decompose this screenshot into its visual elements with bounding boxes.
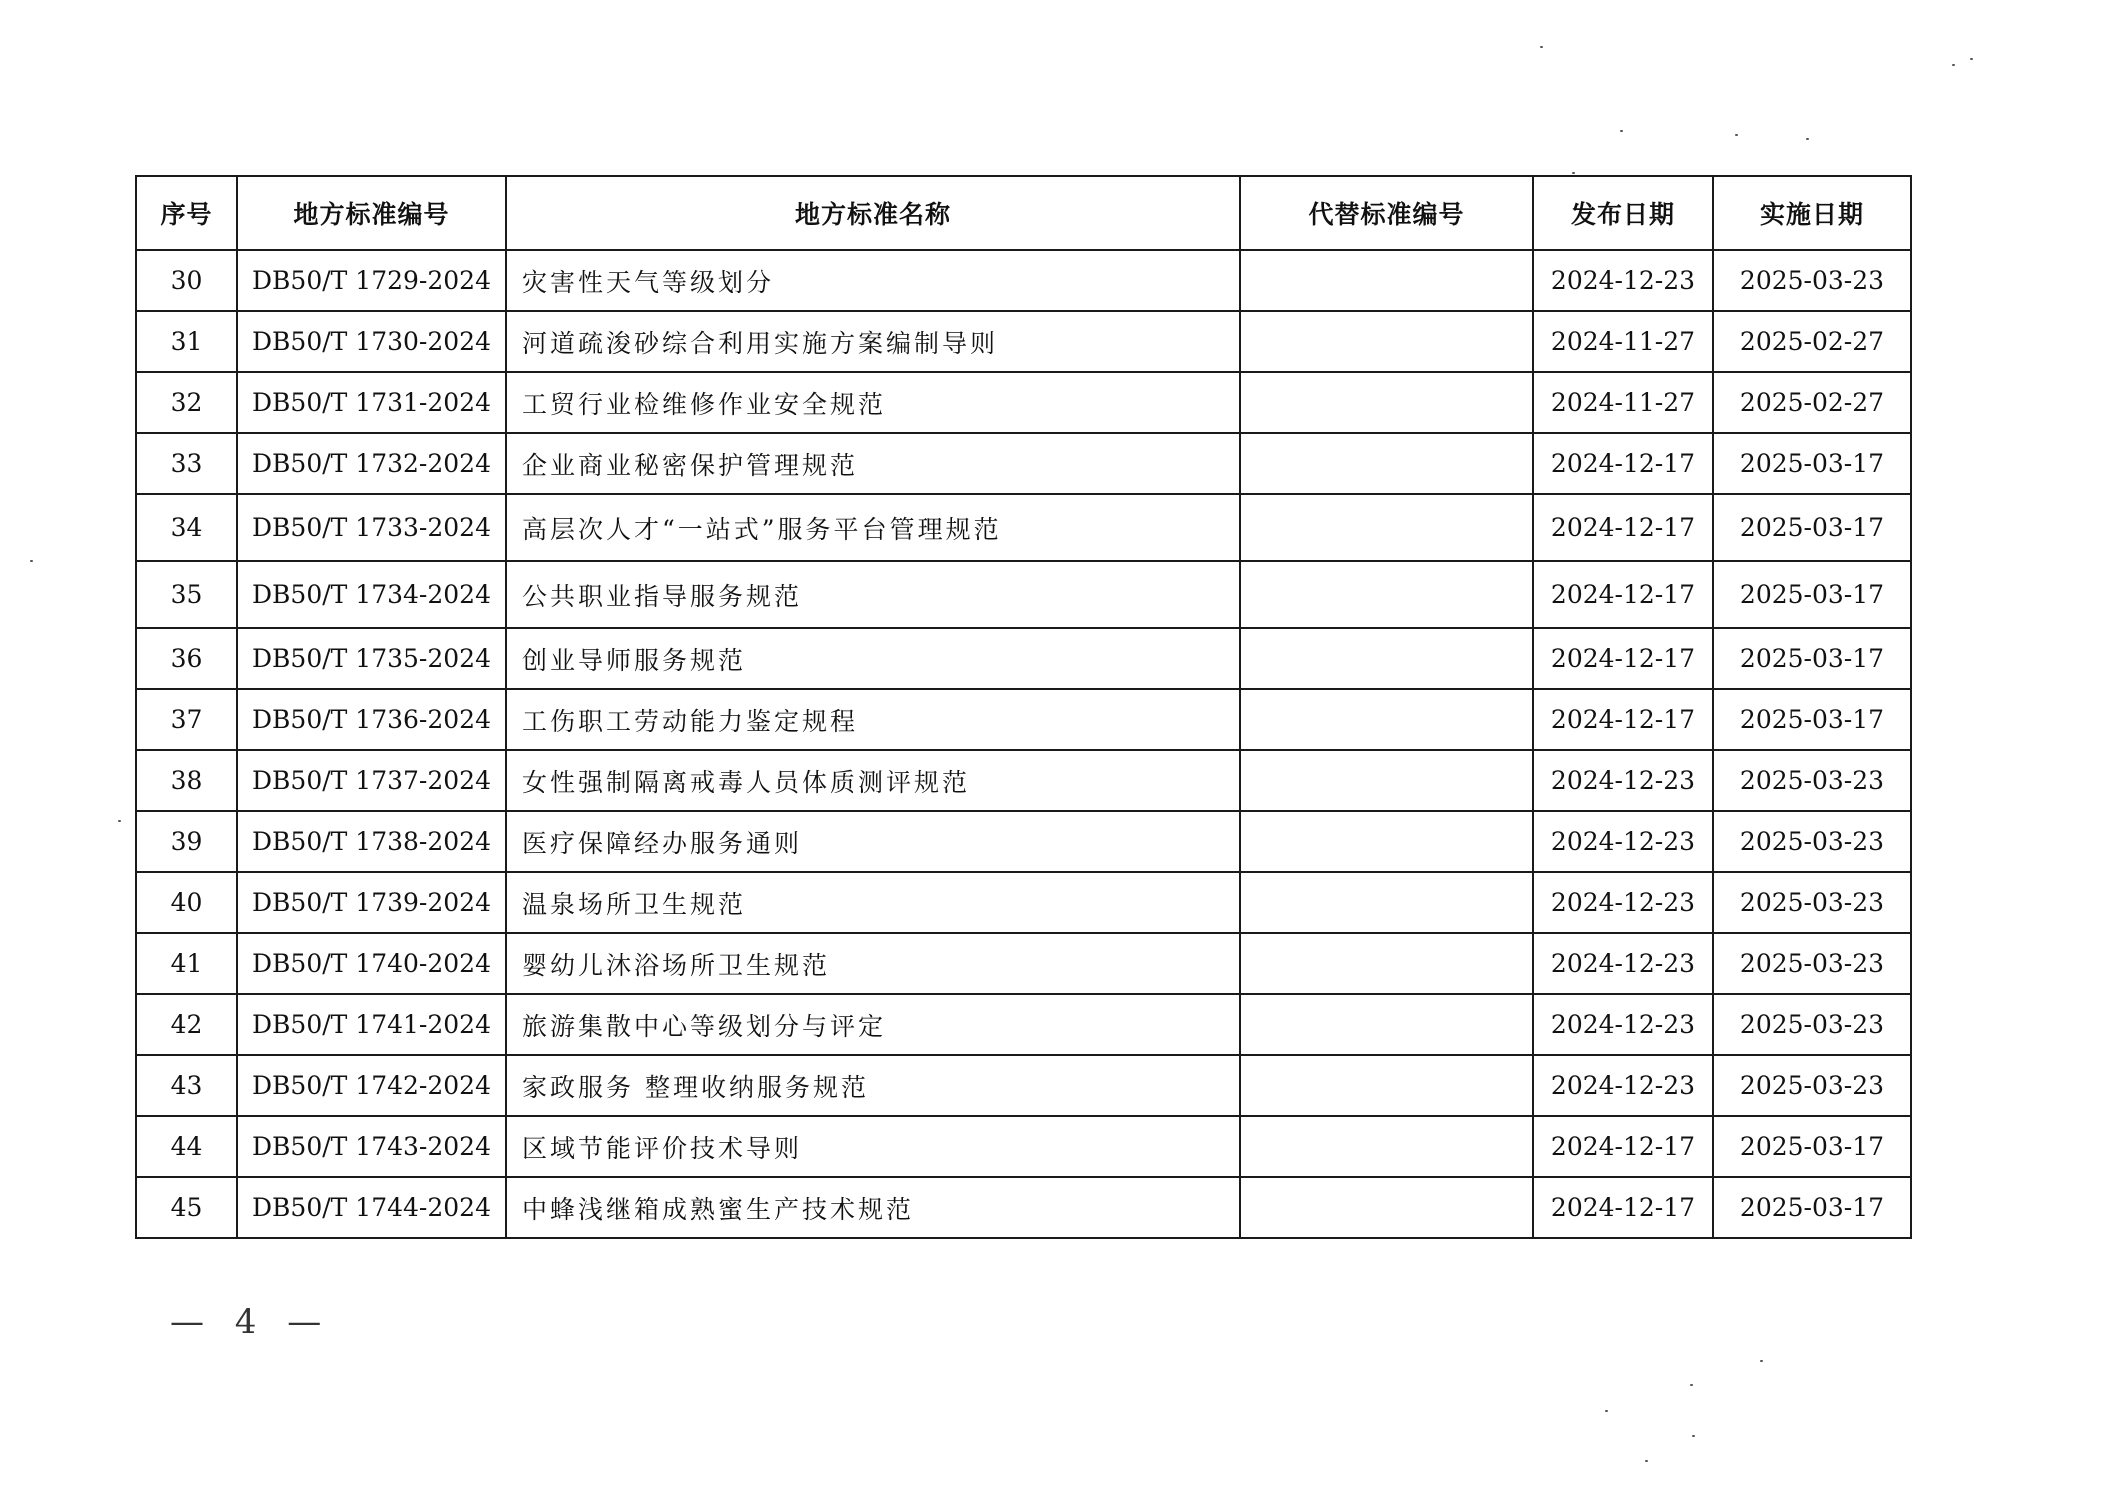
- table-row: [136, 433, 1911, 494]
- cell-standard-name: 河道疏浚砂综合利用实施方案编制导则: [506, 311, 1240, 372]
- cell-standard-name: 婴幼儿沐浴场所卫生规范: [506, 933, 1240, 994]
- scan-speck: [118, 820, 121, 822]
- cell-replaced-standard: [1240, 1177, 1533, 1238]
- scan-speck: [1970, 58, 1973, 60]
- table-row: [136, 494, 1911, 561]
- cell-effective-date: 2025-03-23: [1713, 872, 1911, 933]
- cell-standard-code: DB50/T 1732-2024: [237, 433, 506, 494]
- cell-standard-code: DB50/T 1742-2024: [237, 1055, 506, 1116]
- cell-standard-name: 温泉场所卫生规范: [506, 872, 1240, 933]
- cell-replaced-standard: [1240, 433, 1533, 494]
- table-row: [136, 372, 1911, 433]
- scan-speck: [1692, 1435, 1695, 1437]
- cell-standard-code: DB50/T 1743-2024: [237, 1116, 506, 1177]
- table-row: [136, 872, 1911, 933]
- table-row: [136, 250, 1911, 311]
- cell-serial-number: 36: [136, 628, 237, 689]
- cell-standard-name: 区域节能评价技术导则: [506, 1116, 1240, 1177]
- cell-standard-code: DB50/T 1738-2024: [237, 811, 506, 872]
- scan-speck: [30, 560, 33, 562]
- cell-serial-number: 32: [136, 372, 237, 433]
- cell-standard-name: 中蜂浅继箱成熟蜜生产技术规范: [506, 1177, 1240, 1238]
- scan-speck: [1605, 1410, 1608, 1412]
- cell-serial-number: 42: [136, 994, 237, 1055]
- cell-serial-number: 44: [136, 1116, 237, 1177]
- cell-publish-date: 2024-12-23: [1533, 994, 1713, 1055]
- cell-standard-code: DB50/T 1736-2024: [237, 689, 506, 750]
- table-row: [136, 628, 1911, 689]
- scan-speck: [1806, 138, 1809, 140]
- cell-serial-number: 40: [136, 872, 237, 933]
- cell-standard-code: DB50/T 1735-2024: [237, 628, 506, 689]
- cell-replaced-standard: [1240, 372, 1533, 433]
- cell-standard-name: 高层次人才“一站式”服务平台管理规范: [506, 494, 1240, 561]
- cell-publish-date: 2024-12-17: [1533, 494, 1713, 561]
- cell-standard-code: DB50/T 1733-2024: [237, 494, 506, 561]
- cell-standard-code: DB50/T 1740-2024: [237, 933, 506, 994]
- table-row: [136, 311, 1911, 372]
- cell-standard-code: DB50/T 1744-2024: [237, 1177, 506, 1238]
- cell-effective-date: 2025-03-23: [1713, 811, 1911, 872]
- cell-replaced-standard: [1240, 933, 1533, 994]
- cell-effective-date: 2025-03-23: [1713, 933, 1911, 994]
- cell-replaced-standard: [1240, 628, 1533, 689]
- cell-publish-date: 2024-12-23: [1533, 250, 1713, 311]
- cell-standard-code: DB50/T 1729-2024: [237, 250, 506, 311]
- cell-standard-name: 工贸行业检维修作业安全规范: [506, 372, 1240, 433]
- scan-speck: [1760, 1360, 1763, 1362]
- cell-publish-date: 2024-12-23: [1533, 933, 1713, 994]
- cell-serial-number: 39: [136, 811, 237, 872]
- cell-replaced-standard: [1240, 994, 1533, 1055]
- header-serial-number: 序号: [136, 176, 237, 250]
- cell-standard-code: DB50/T 1730-2024: [237, 311, 506, 372]
- cell-serial-number: 34: [136, 494, 237, 561]
- header-publish-date: 发布日期: [1533, 176, 1713, 250]
- standards-table: [135, 175, 1912, 1239]
- cell-effective-date: 2025-03-17: [1713, 1116, 1911, 1177]
- cell-publish-date: 2024-12-17: [1533, 1116, 1713, 1177]
- cell-effective-date: 2025-02-27: [1713, 372, 1911, 433]
- cell-replaced-standard: [1240, 750, 1533, 811]
- cell-publish-date: 2024-12-17: [1533, 1177, 1713, 1238]
- cell-standard-code: DB50/T 1739-2024: [237, 872, 506, 933]
- cell-standard-code: DB50/T 1737-2024: [237, 750, 506, 811]
- cell-effective-date: 2025-03-17: [1713, 494, 1911, 561]
- scan-speck: [1572, 172, 1575, 174]
- cell-effective-date: 2025-03-23: [1713, 250, 1911, 311]
- cell-serial-number: 35: [136, 561, 237, 628]
- cell-publish-date: 2024-12-17: [1533, 561, 1713, 628]
- cell-effective-date: 2025-03-17: [1713, 689, 1911, 750]
- cell-serial-number: 43: [136, 1055, 237, 1116]
- cell-publish-date: 2024-12-23: [1533, 811, 1713, 872]
- cell-standard-name: 灾害性天气等级划分: [506, 250, 1240, 311]
- cell-publish-date: 2024-12-17: [1533, 433, 1713, 494]
- table-header-row: [136, 176, 1911, 250]
- table-row: [136, 561, 1911, 628]
- cell-publish-date: 2024-12-17: [1533, 628, 1713, 689]
- cell-effective-date: 2025-03-23: [1713, 1055, 1911, 1116]
- cell-effective-date: 2025-02-27: [1713, 311, 1911, 372]
- scan-speck: [1645, 1460, 1648, 1462]
- cell-standard-name: 公共职业指导服务规范: [506, 561, 1240, 628]
- cell-publish-date: 2024-12-17: [1533, 689, 1713, 750]
- cell-replaced-standard: [1240, 811, 1533, 872]
- cell-replaced-standard: [1240, 561, 1533, 628]
- cell-serial-number: 38: [136, 750, 237, 811]
- cell-replaced-standard: [1240, 1116, 1533, 1177]
- cell-replaced-standard: [1240, 1055, 1533, 1116]
- cell-replaced-standard: [1240, 494, 1533, 561]
- table-row: [136, 811, 1911, 872]
- cell-publish-date: 2024-11-27: [1533, 311, 1713, 372]
- scan-speck: [1690, 1384, 1693, 1386]
- cell-standard-name: 创业导师服务规范: [506, 628, 1240, 689]
- scan-speck: [1735, 134, 1738, 136]
- page-number: — 4 —: [170, 1302, 332, 1342]
- cell-effective-date: 2025-03-23: [1713, 994, 1911, 1055]
- table-row: [136, 750, 1911, 811]
- cell-publish-date: 2024-12-23: [1533, 872, 1713, 933]
- cell-publish-date: 2024-11-27: [1533, 372, 1713, 433]
- cell-standard-code: DB50/T 1741-2024: [237, 994, 506, 1055]
- cell-standard-name: 家政服务 整理收纳服务规范: [506, 1055, 1240, 1116]
- cell-standard-code: DB50/T 1734-2024: [237, 561, 506, 628]
- header-standard-name: 地方标准名称: [506, 176, 1240, 250]
- cell-effective-date: 2025-03-23: [1713, 750, 1911, 811]
- cell-standard-name: 旅游集散中心等级划分与评定: [506, 994, 1240, 1055]
- cell-standard-name: 女性强制隔离戒毒人员体质测评规范: [506, 750, 1240, 811]
- header-standard-code: 地方标准编号: [237, 176, 506, 250]
- cell-replaced-standard: [1240, 689, 1533, 750]
- cell-effective-date: 2025-03-17: [1713, 628, 1911, 689]
- cell-publish-date: 2024-12-23: [1533, 1055, 1713, 1116]
- scan-speck: [1952, 64, 1955, 66]
- cell-effective-date: 2025-03-17: [1713, 1177, 1911, 1238]
- cell-serial-number: 45: [136, 1177, 237, 1238]
- cell-standard-name: 医疗保障经办服务通则: [506, 811, 1240, 872]
- table-row: [136, 933, 1911, 994]
- table-row: [136, 1177, 1911, 1238]
- table-row: [136, 994, 1911, 1055]
- cell-standard-name: 工伤职工劳动能力鉴定规程: [506, 689, 1240, 750]
- cell-replaced-standard: [1240, 250, 1533, 311]
- header-effective-date: 实施日期: [1713, 176, 1911, 250]
- cell-replaced-standard: [1240, 872, 1533, 933]
- table-row: [136, 1055, 1911, 1116]
- cell-serial-number: 41: [136, 933, 237, 994]
- cell-replaced-standard: [1240, 311, 1533, 372]
- cell-serial-number: 30: [136, 250, 237, 311]
- scan-speck: [1620, 130, 1623, 132]
- table-row: [136, 689, 1911, 750]
- cell-effective-date: 2025-03-17: [1713, 433, 1911, 494]
- cell-standard-code: DB50/T 1731-2024: [237, 372, 506, 433]
- scan-speck: [1540, 46, 1543, 48]
- header-replaced-standard: 代替标准编号: [1240, 176, 1533, 250]
- cell-serial-number: 31: [136, 311, 237, 372]
- cell-publish-date: 2024-12-23: [1533, 750, 1713, 811]
- cell-serial-number: 37: [136, 689, 237, 750]
- cell-standard-name: 企业商业秘密保护管理规范: [506, 433, 1240, 494]
- table-body: [136, 250, 1911, 1238]
- cell-effective-date: 2025-03-17: [1713, 561, 1911, 628]
- table-row: [136, 1116, 1911, 1177]
- cell-serial-number: 33: [136, 433, 237, 494]
